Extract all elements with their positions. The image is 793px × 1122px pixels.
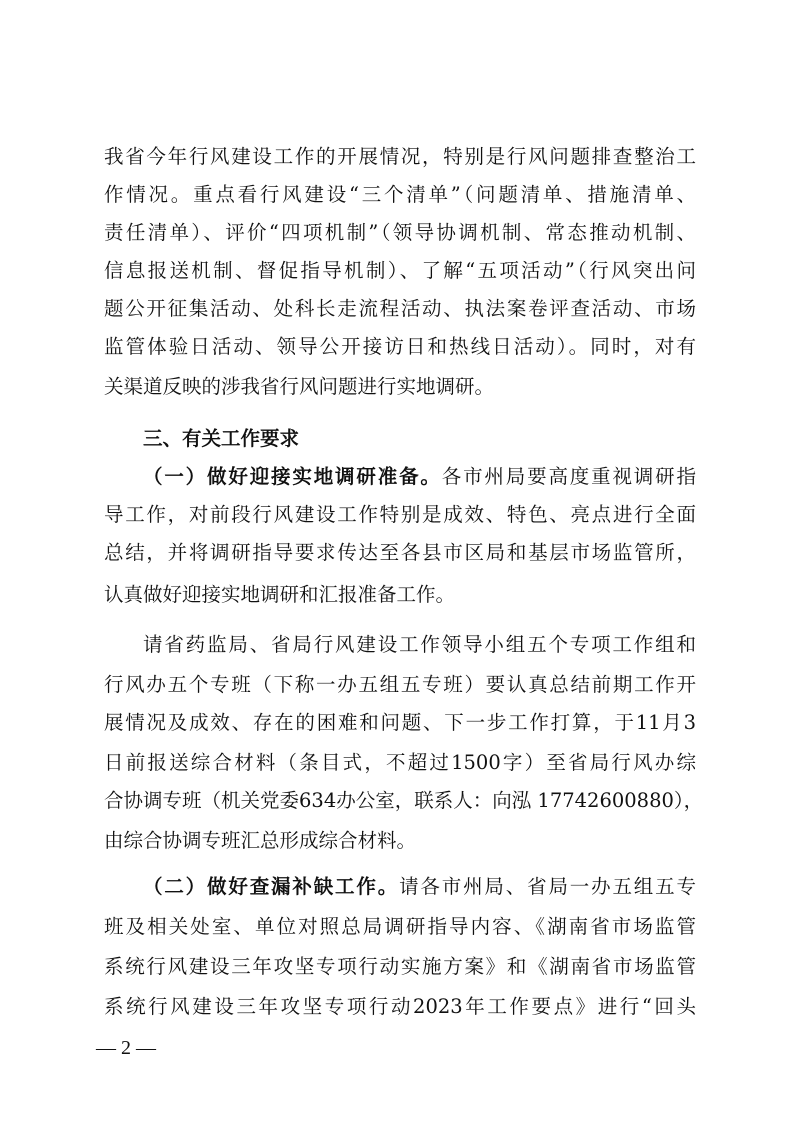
text-line: 我省今年行风建设工作的开展情况，特别是行风问题排查整治工	[104, 145, 696, 168]
text-line: 作情况。重点看行风建设“三个清单”（问题清单、措施清单、	[104, 183, 696, 206]
text-line: 行风办五个专班（下称一办五组五专班）要认真总结前期工作开	[104, 673, 696, 696]
text-line: 班及相关处室、单位对照总局调研指导内容、《湖南省市场监管	[104, 915, 696, 938]
text-line: 合协调专班（机关党委634办公室，联系人：向泓 17742600880），	[104, 789, 704, 812]
text-line: 请省药监局、省局行风建设工作领导小组五个专项工作组和	[143, 633, 696, 656]
text-line: 由综合协调专班汇总形成综合材料。	[104, 829, 417, 852]
item-2-title: （二）做好查漏补缺工作。	[143, 875, 400, 898]
item-1-text: 各市州局要高度重视调研指	[441, 465, 696, 488]
text-line: 导工作，对前段行风建设工作特别是成效、特色、亮点进行全面	[104, 503, 696, 526]
text-line: 监管体验日活动、领导公开接访日和热线日活动）。同时，对有	[104, 335, 696, 358]
text-line: 认真做好迎接实地调研和汇报准备工作。	[104, 583, 456, 606]
item-1-title: （一）做好迎接实地调研准备。	[143, 465, 442, 488]
section-heading: 三、有关工作要求	[143, 427, 300, 450]
page-number: — 2 —	[96, 1037, 156, 1059]
text-line: 系统行风建设三年攻坚专项行动实施方案》和《湖南省市场监管	[104, 955, 696, 978]
text-line: 信息报送机制、督促指导机制）、了解“五项活动”（行风突出问	[104, 259, 696, 282]
item-2-text: 请各市州局、省局一办五组五专	[399, 875, 696, 898]
text-line: 关渠道反映的涉我省行风问题进行实地调研。	[104, 375, 495, 398]
text-line	[143, 874, 696, 900]
text-line	[143, 464, 696, 490]
text-line: 展情况及成效、存在的困难和问题、下一步工作打算，于11月3	[104, 711, 696, 734]
text-line: 责任清单）、评价“四项机制”（领导协调机制、常态推动机制、	[104, 221, 696, 244]
text-line: 系统行风建设三年攻坚专项行动2023年工作要点》进行“回头	[104, 995, 696, 1018]
text-line: 日前报送综合材料（条目式，不超过1500字）至省局行风办综	[104, 751, 696, 774]
text-line: 总结，并将调研指导要求传达至各县市区局和基层市场监管所，	[104, 541, 696, 564]
text-line: 题公开征集活动、处科长走流程活动、执法案卷评查活动、市场	[104, 297, 696, 320]
